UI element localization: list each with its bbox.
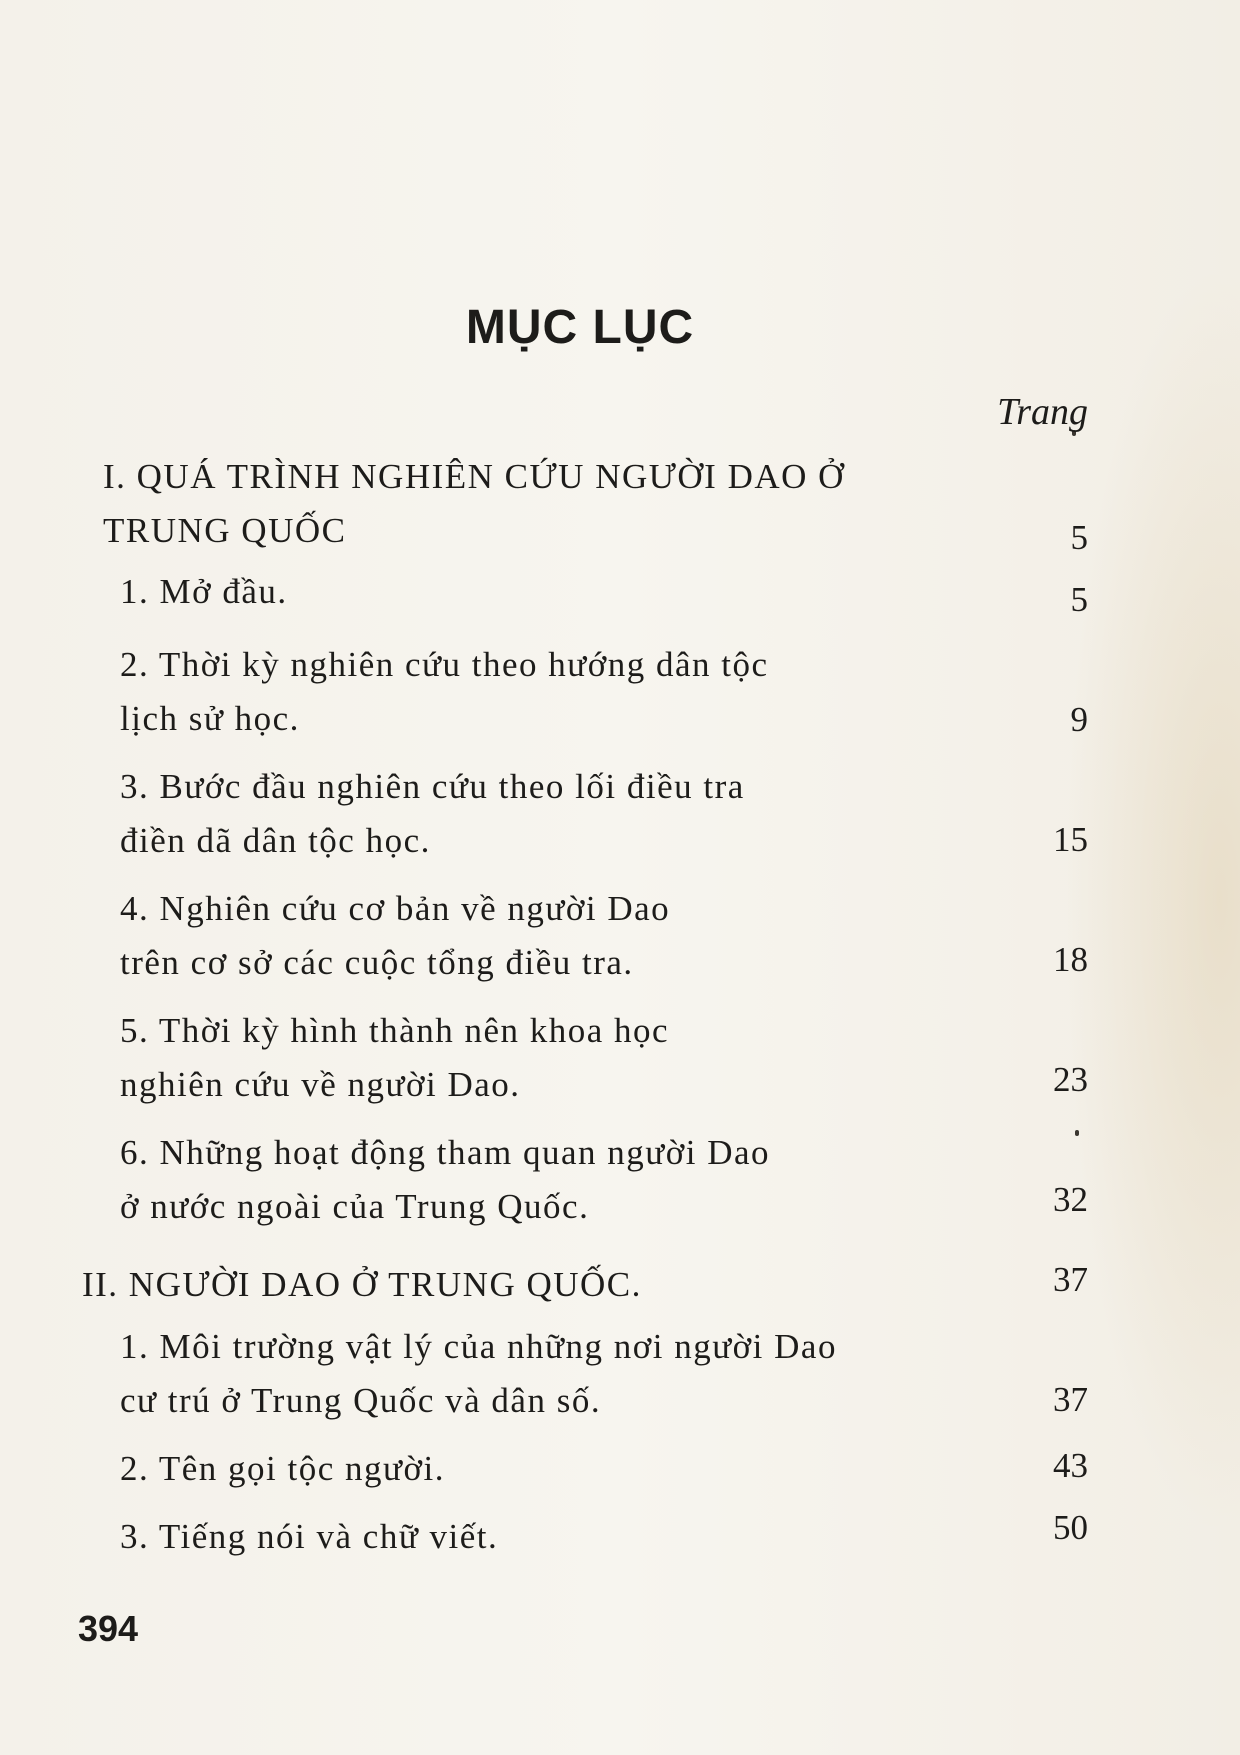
toc-page-number: 32 <box>1053 1180 1088 1219</box>
toc-entry <box>120 1442 445 1496</box>
toc-page-number: 37 <box>1053 1260 1088 1299</box>
toc-entry-title-line: cư trú ở Trung Quốc và dân số. <box>120 1381 602 1420</box>
toc-entry-title-line: 3. Bước đầu nghiên cứu theo lối điều tra <box>120 767 745 806</box>
toc-page-number: 37 <box>1053 1380 1088 1419</box>
toc-page-number: 5 <box>1070 518 1088 557</box>
toc-page-number: 15 <box>1053 820 1088 859</box>
toc-entry <box>120 882 670 990</box>
toc-entry-title-line: 3. Tiếng nói và chữ viết. <box>120 1517 499 1556</box>
toc-entry-title-line: II. NGƯỜI DAO Ở TRUNG QUỐC. <box>82 1265 642 1304</box>
toc-entry <box>120 1004 669 1112</box>
toc-entry-title-line: 6. Những hoạt động tham quan người Dao <box>120 1133 771 1172</box>
toc-entry-title-line: ở nước ngoài của Trung Quốc. <box>120 1187 590 1226</box>
toc-entry-title-line: điền dã dân tộc học. <box>120 821 431 860</box>
toc-entry <box>120 638 769 746</box>
toc-entry-part-2 <box>82 1258 642 1312</box>
toc-entry <box>120 760 745 868</box>
toc-page-number: 23 <box>1053 1060 1088 1099</box>
toc-entry-title-line: 1. Mở đầu. <box>120 572 288 611</box>
toc-entry-title-line: 5. Thời kỳ hình thành nên khoa học <box>120 1011 670 1050</box>
toc-entry-title-line: TRUNG QUỐC <box>103 511 347 550</box>
toc-entry-title-line: I. QUÁ TRÌNH NGHIÊN CỨU NGƯỜI DAO Ở <box>103 457 845 496</box>
toc-entry <box>120 565 288 619</box>
toc-entry-title-line: trên cơ sở các cuộc tổng điều tra. <box>120 943 634 982</box>
footer-page-number: 394 <box>78 1608 139 1649</box>
toc-entry-title-line: 2. Tên gọi tộc người. <box>120 1449 445 1488</box>
toc-page-number: 43 <box>1053 1446 1088 1485</box>
toc-entry-title-line: 4. Nghiên cứu cơ bản về người Dao <box>120 889 671 928</box>
toc-page-number: 18 <box>1053 940 1088 979</box>
toc-entry-title-line: nghiên cứu về người Dao. <box>120 1065 521 1104</box>
toc-entry <box>120 1510 498 1564</box>
toc-page-number: 50 <box>1053 1508 1088 1547</box>
toc-entry-title-line: 2. Thời kỳ nghiên cứu theo hướng dân tộc <box>120 645 769 684</box>
toc-entry-title-line: 1. Môi trường vật lý của những nơi người Dao <box>120 1327 837 1366</box>
toc-page-number: 9 <box>1070 700 1088 739</box>
toc-entry-part-1 <box>103 450 845 558</box>
page-column-label: Trang <box>997 391 1088 433</box>
toc-entry <box>120 1126 770 1234</box>
toc-entry <box>120 1320 837 1428</box>
page-title: MỤC LỤC <box>465 301 695 354</box>
toc-entry-title-line: lịch sử học. <box>120 699 300 738</box>
toc-page-number: 5 <box>1070 580 1088 619</box>
